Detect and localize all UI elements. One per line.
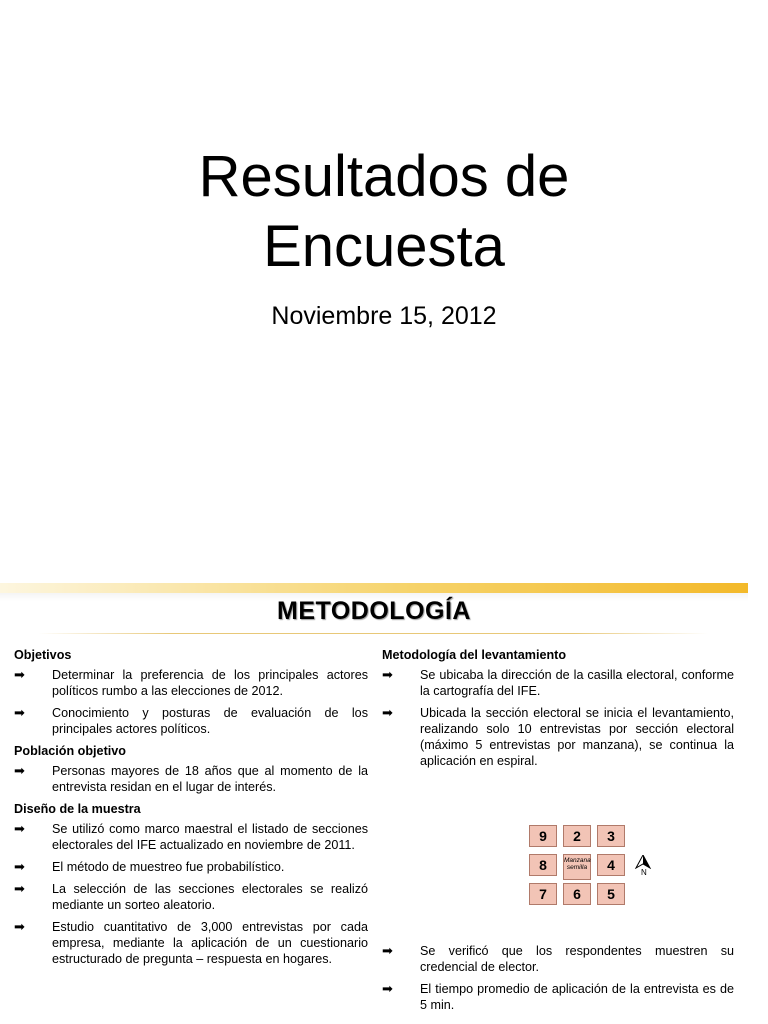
list-item: ➡ La selección de las secciones electorales se realizó mediante un sorteo aleatorio. [14, 881, 368, 912]
list-item: ➡ El método de muestreo fue probabilístico. [14, 859, 285, 874]
seed-block [563, 854, 591, 880]
list-item: ➡ Determinar la preferencia de los principales actores políticos rumbo a las elecciones de 2012. [14, 667, 368, 698]
arrow-right-icon: ➡ [14, 821, 25, 836]
arrow-right-icon: ➡ [14, 705, 25, 720]
spiral-block-diagram [527, 825, 627, 907]
heading-divider [38, 633, 708, 634]
section-title-poblacion: Población objetivo [14, 744, 126, 758]
methodology-heading: METODOLOGÍA [277, 597, 471, 625]
arrow-right-icon: ➡ [382, 943, 393, 958]
arrow-right-icon: ➡ [382, 981, 393, 996]
seed-block-label-1: Manzana [564, 857, 591, 864]
accent-bar [0, 583, 748, 593]
methodology-slide [0, 583, 768, 1024]
list-item: ➡ Se verificó que los respondentes muestren su credencial de elector. [382, 943, 734, 974]
title-line-1: Resultados de [198, 144, 570, 209]
section-title-diseno: Diseño de la muestra [14, 802, 141, 816]
section-title-objetivos: Objetivos [14, 648, 72, 662]
list-item: ➡ Conocimiento y posturas de evaluación de los principales actores políticos. [14, 705, 368, 736]
block-cell: 7 [529, 883, 557, 905]
arrow-right-icon: ➡ [14, 859, 25, 874]
left-column [14, 643, 368, 973]
list-item: ➡ Personas mayores de 18 años que al momento de la entrevista residan en el lugar de interés. [14, 763, 368, 794]
arrow-right-icon: ➡ [14, 881, 25, 896]
slide-title [0, 142, 768, 282]
slide-date: Noviembre 15, 2012 [271, 302, 497, 330]
list-item: ➡ Se ubicaba la dirección de la casilla electoral, conforme la cartografía del IFE. [382, 667, 734, 698]
block-cell: 8 [529, 854, 557, 876]
title-line-2: Encuesta [263, 214, 505, 279]
list-item: ➡ Se utilizó como marco maestral el listado de secciones electorales del IFE actualizado en noviembre de 2011. [14, 821, 368, 852]
block-cell: 5 [597, 883, 625, 905]
arrow-right-icon: ➡ [382, 705, 393, 720]
north-label: N [641, 868, 647, 877]
block-cell: 9 [529, 825, 557, 847]
block-cell: 4 [597, 854, 625, 876]
section-title-metodologia: Metodología del levantamiento [382, 648, 567, 662]
north-arrow-shape [634, 855, 652, 869]
arrow-right-icon: ➡ [14, 763, 25, 778]
arrow-right-icon: ➡ [14, 919, 25, 934]
list-item: ➡ Estudio cuantitativo de 3,000 entrevistas por cada empresa, mediante la aplicación de un cuestionario estructurado de pregunta – respuesta en hogares. [14, 919, 368, 966]
block-cell: 2 [563, 825, 591, 847]
list-item: ➡ El tiempo promedio de aplicación de la entrevista es de 5 min. [382, 981, 734, 1012]
list-item: ➡ Ubicada la sección electoral se inicia el levantamiento, realizando solo 10 entrevistas por sección electoral (máximo 5 entrevistas por manzana), se continua la aplicación en espiral. [382, 705, 734, 768]
north-arrow-icon [634, 855, 652, 877]
seed-block-label-2: semilla [566, 864, 588, 871]
block-cell: 3 [597, 825, 625, 847]
arrow-right-icon: ➡ [14, 667, 25, 682]
block-cell: 6 [563, 883, 591, 905]
arrow-right-icon: ➡ [382, 667, 393, 682]
